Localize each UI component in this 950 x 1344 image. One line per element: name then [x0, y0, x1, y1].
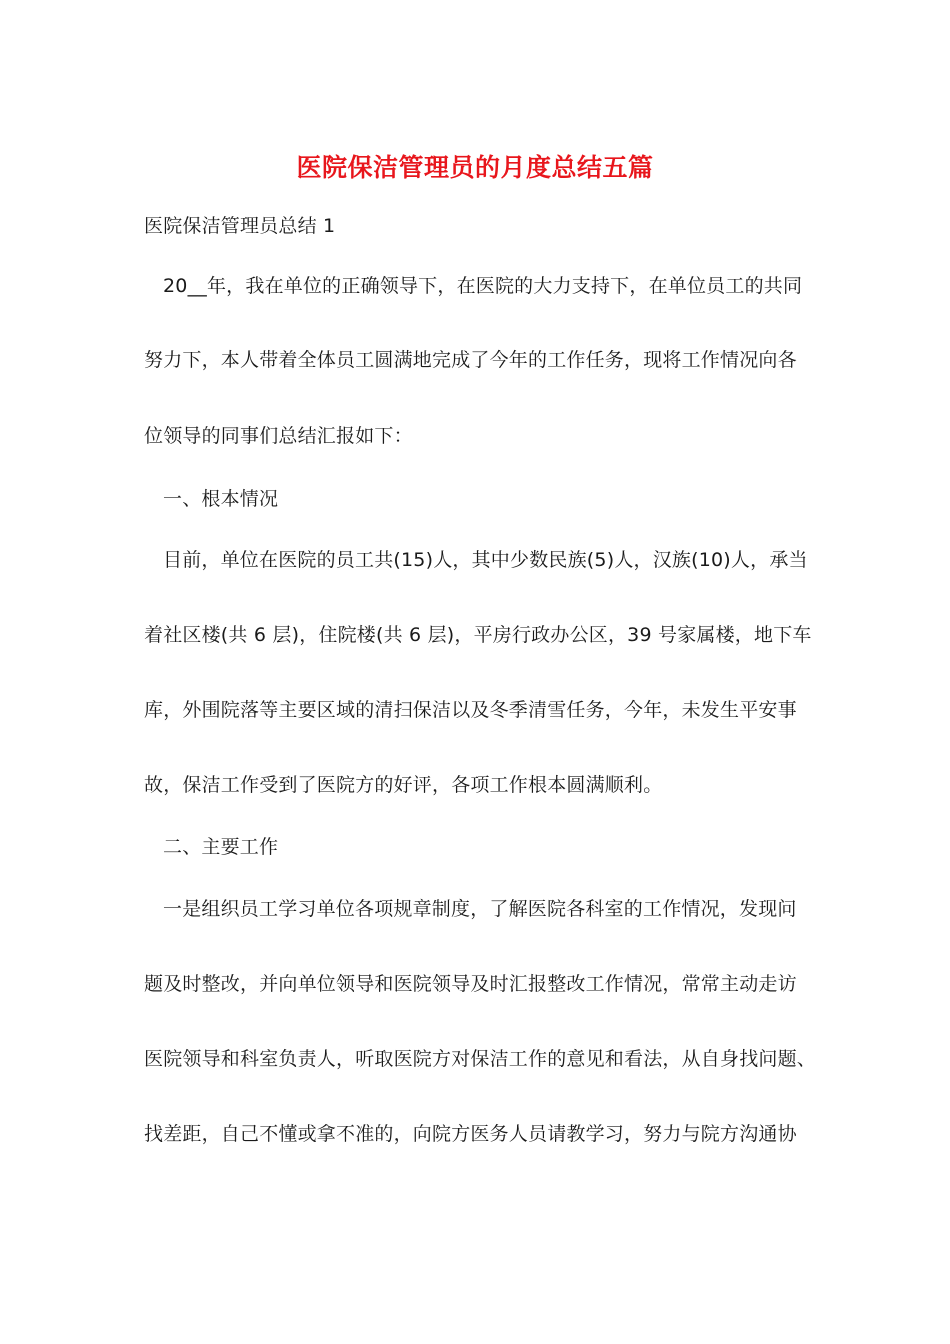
- subheading: 一、根本情况: [163, 488, 279, 510]
- paragraph-line: 库，外围院落等主要区域的清扫保洁以及冬季清雪任务，今年，未发生平安事: [144, 699, 797, 721]
- paragraph-line: 位领导的同事们总结汇报如下：: [144, 425, 413, 447]
- paragraph-line: 20__年，我在单位的正确领导下，在医院的大力支持下，在单位员工的共同: [163, 275, 803, 297]
- paragraph-line: 找差距，自己不懂或拿不准的，向院方医务人员请教学习，努力与院方沟通协: [144, 1123, 797, 1145]
- section-heading: 医院保洁管理员总结 1: [144, 215, 336, 237]
- paragraph-line: 着社区楼(共 6 层)，住院楼(共 6 层)，平房行政办公区，39 号家属楼，地下车: [144, 624, 812, 646]
- paragraph-line: 努力下，本人带着全体员工圆满地完成了今年的工作任务，现将工作情况向各: [144, 349, 797, 371]
- paragraph-line: 医院领导和科室负责人，听取医院方对保洁工作的意见和看法，从自身找问题、: [144, 1048, 817, 1070]
- paragraph-line: 一是组织员工学习单位各项规章制度，了解医院各科室的工作情况，发现问: [163, 898, 797, 920]
- subheading: 二、主要工作: [163, 836, 279, 858]
- paragraph-line: 目前，单位在医院的员工共(15)人，其中少数民族(5)人，汉族(10)人，承当: [163, 549, 808, 571]
- paragraph-line: 故，保洁工作受到了医院方的好评，各项工作根本圆满顺利。: [144, 774, 663, 796]
- paragraph-line: 题及时整改，并向单位领导和医院领导及时汇报整改工作情况，常常主动走访: [144, 973, 797, 995]
- document-title: 医院保洁管理员的月度总结五篇: [296, 153, 654, 182]
